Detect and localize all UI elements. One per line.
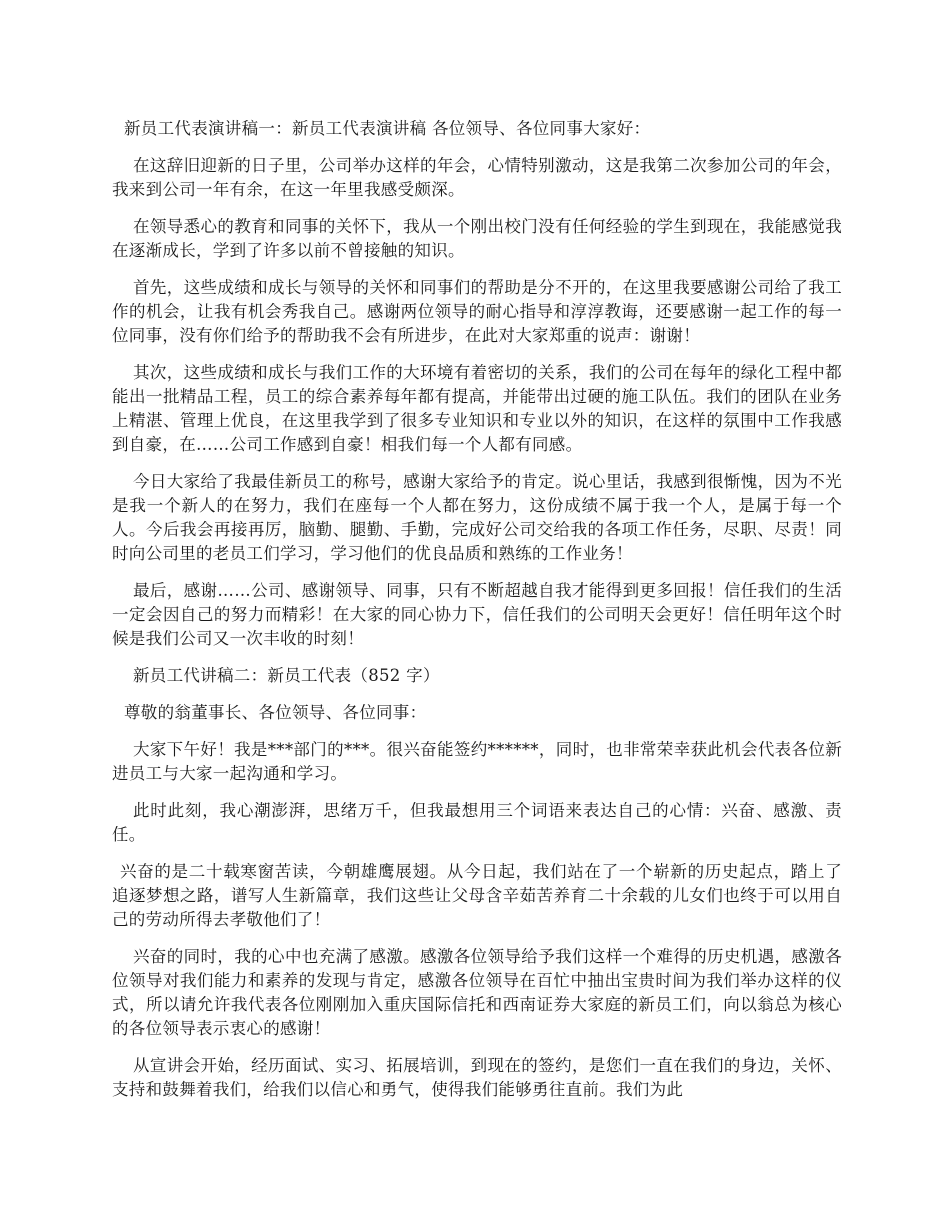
document-page bbox=[112, 117, 842, 1115]
paragraph: 其次，这些成绩和成长与我们工作的大环境有着密切的关系，我们的公司在每年的绿化工程中都能出一批精品工程，员工的综合素养每年都有提高，并能带出过硬的施工队伍。我们的团队在业务上精湛、管理上优良，在这里我学到了很多专业知识和专业以外的知识，在这样的氛围中工作我感到自豪，在……公司工作感到自豪！相我们每一个人都有同感。 bbox=[112, 363, 842, 454]
paragraph: 兴奋的同时，我的心中也充满了感激。感激各位领导给予我们这样一个难得的历史机遇，感激各位领导对我们能力和素养的发现与肯定，感激各位领导在百忙中抽出宝贵时间为我们举办这样的仪式，所以请允许我代表各位刚刚加入重庆国际信托和西南证券大家庭的新员工们，向以翁总为核心的各位领导表示衷心的感谢！ bbox=[112, 947, 842, 1038]
paragraph: 首先，这些成绩和成长与领导的关怀和同事们的帮助是分不开的，在这里我要感谢公司给了我工作的机会，让我有机会秀我自己。感谢两位领导的耐心指导和淳淳教诲，还要感谢一起工作的每一位同事，没有你们给予的帮助我不会有所进步，在此对大家郑重的说声：谢谢！ bbox=[112, 278, 842, 345]
paragraph: 兴奋的是二十载寒窗苦读，今朝雄鹰展翅。从今日起，我们站在了一个崭新的历史起点，踏上了追逐梦想之路，谱写人生新篇章，我们这些让父母含辛茹苦养育二十余载的儿女们也终于可以用自己的劳动所得去孝敬他们了！ bbox=[112, 862, 842, 929]
paragraph: 大家下午好！我是***部门的***。很兴奋能签约******，同时，也非常荣幸获此机会代表各位新进员工与大家一起沟通和学习。 bbox=[112, 740, 842, 783]
paragraph: 在这辞旧迎新的日子里，公司举办这样的年会，心情特别激动，这是我第二次参加公司的年会，我来到公司一年有余，在这一年里我感受颇深。 bbox=[112, 156, 842, 199]
paragraph: 从宣讲会开始，经历面试、实习、拓展培训，到现在的签约，是您们一直在我们的身边，关怀、支持和鼓舞着我们，给我们以信心和勇气，使得我们能够勇往直前。我们为此 bbox=[112, 1056, 842, 1099]
salutation: 尊敬的翁董事长、各位领导、各位同事： bbox=[124, 703, 427, 722]
paragraph: 今日大家给了我最佳新员工的称号，感谢大家给予的肯定。说心里话，我感到很惭愧，因为不光是我一个新人的在努力，我们在座每一个人都在努力，这份成绩不属于我一个人，是属于每一个人。今后我会再接再厉，脑勤、腿勤、手勤，完成好公司交给我的各项工作任务，尽职、尽责！同时向公司里的老员工们学习，学习他们的优良品质和熟练的工作业务！ bbox=[112, 472, 842, 563]
paragraph: 此时此刻，我心潮澎湃，思绪万千，但我最想用三个词语来表达自己的心情：兴奋、感激、责任。 bbox=[112, 801, 842, 844]
paragraph: 在领导悉心的教育和同事的关怀下，我从一个刚出校门没有任何经验的学生到现在，我能感觉我在逐渐成长，学到了许多以前不曾接触的知识。 bbox=[112, 217, 842, 260]
heading-speech-two: 新员工代讲稿二：新员工代表（852 字） bbox=[133, 666, 440, 685]
paragraph: 最后，感谢……公司、感谢领导、同事，只有不断超越自我才能得到更多回报！信任我们的生活一定会因自己的努力而精彩！在大家的同心协力下，信任我们的公司明天会更好！信任明年这个时候是我们公司又一次丰收的时刻！ bbox=[112, 581, 842, 648]
heading-speech-one: 新员工代表演讲稿一：新员工代表演讲稿 各位领导、各位同事大家好： bbox=[124, 119, 651, 138]
